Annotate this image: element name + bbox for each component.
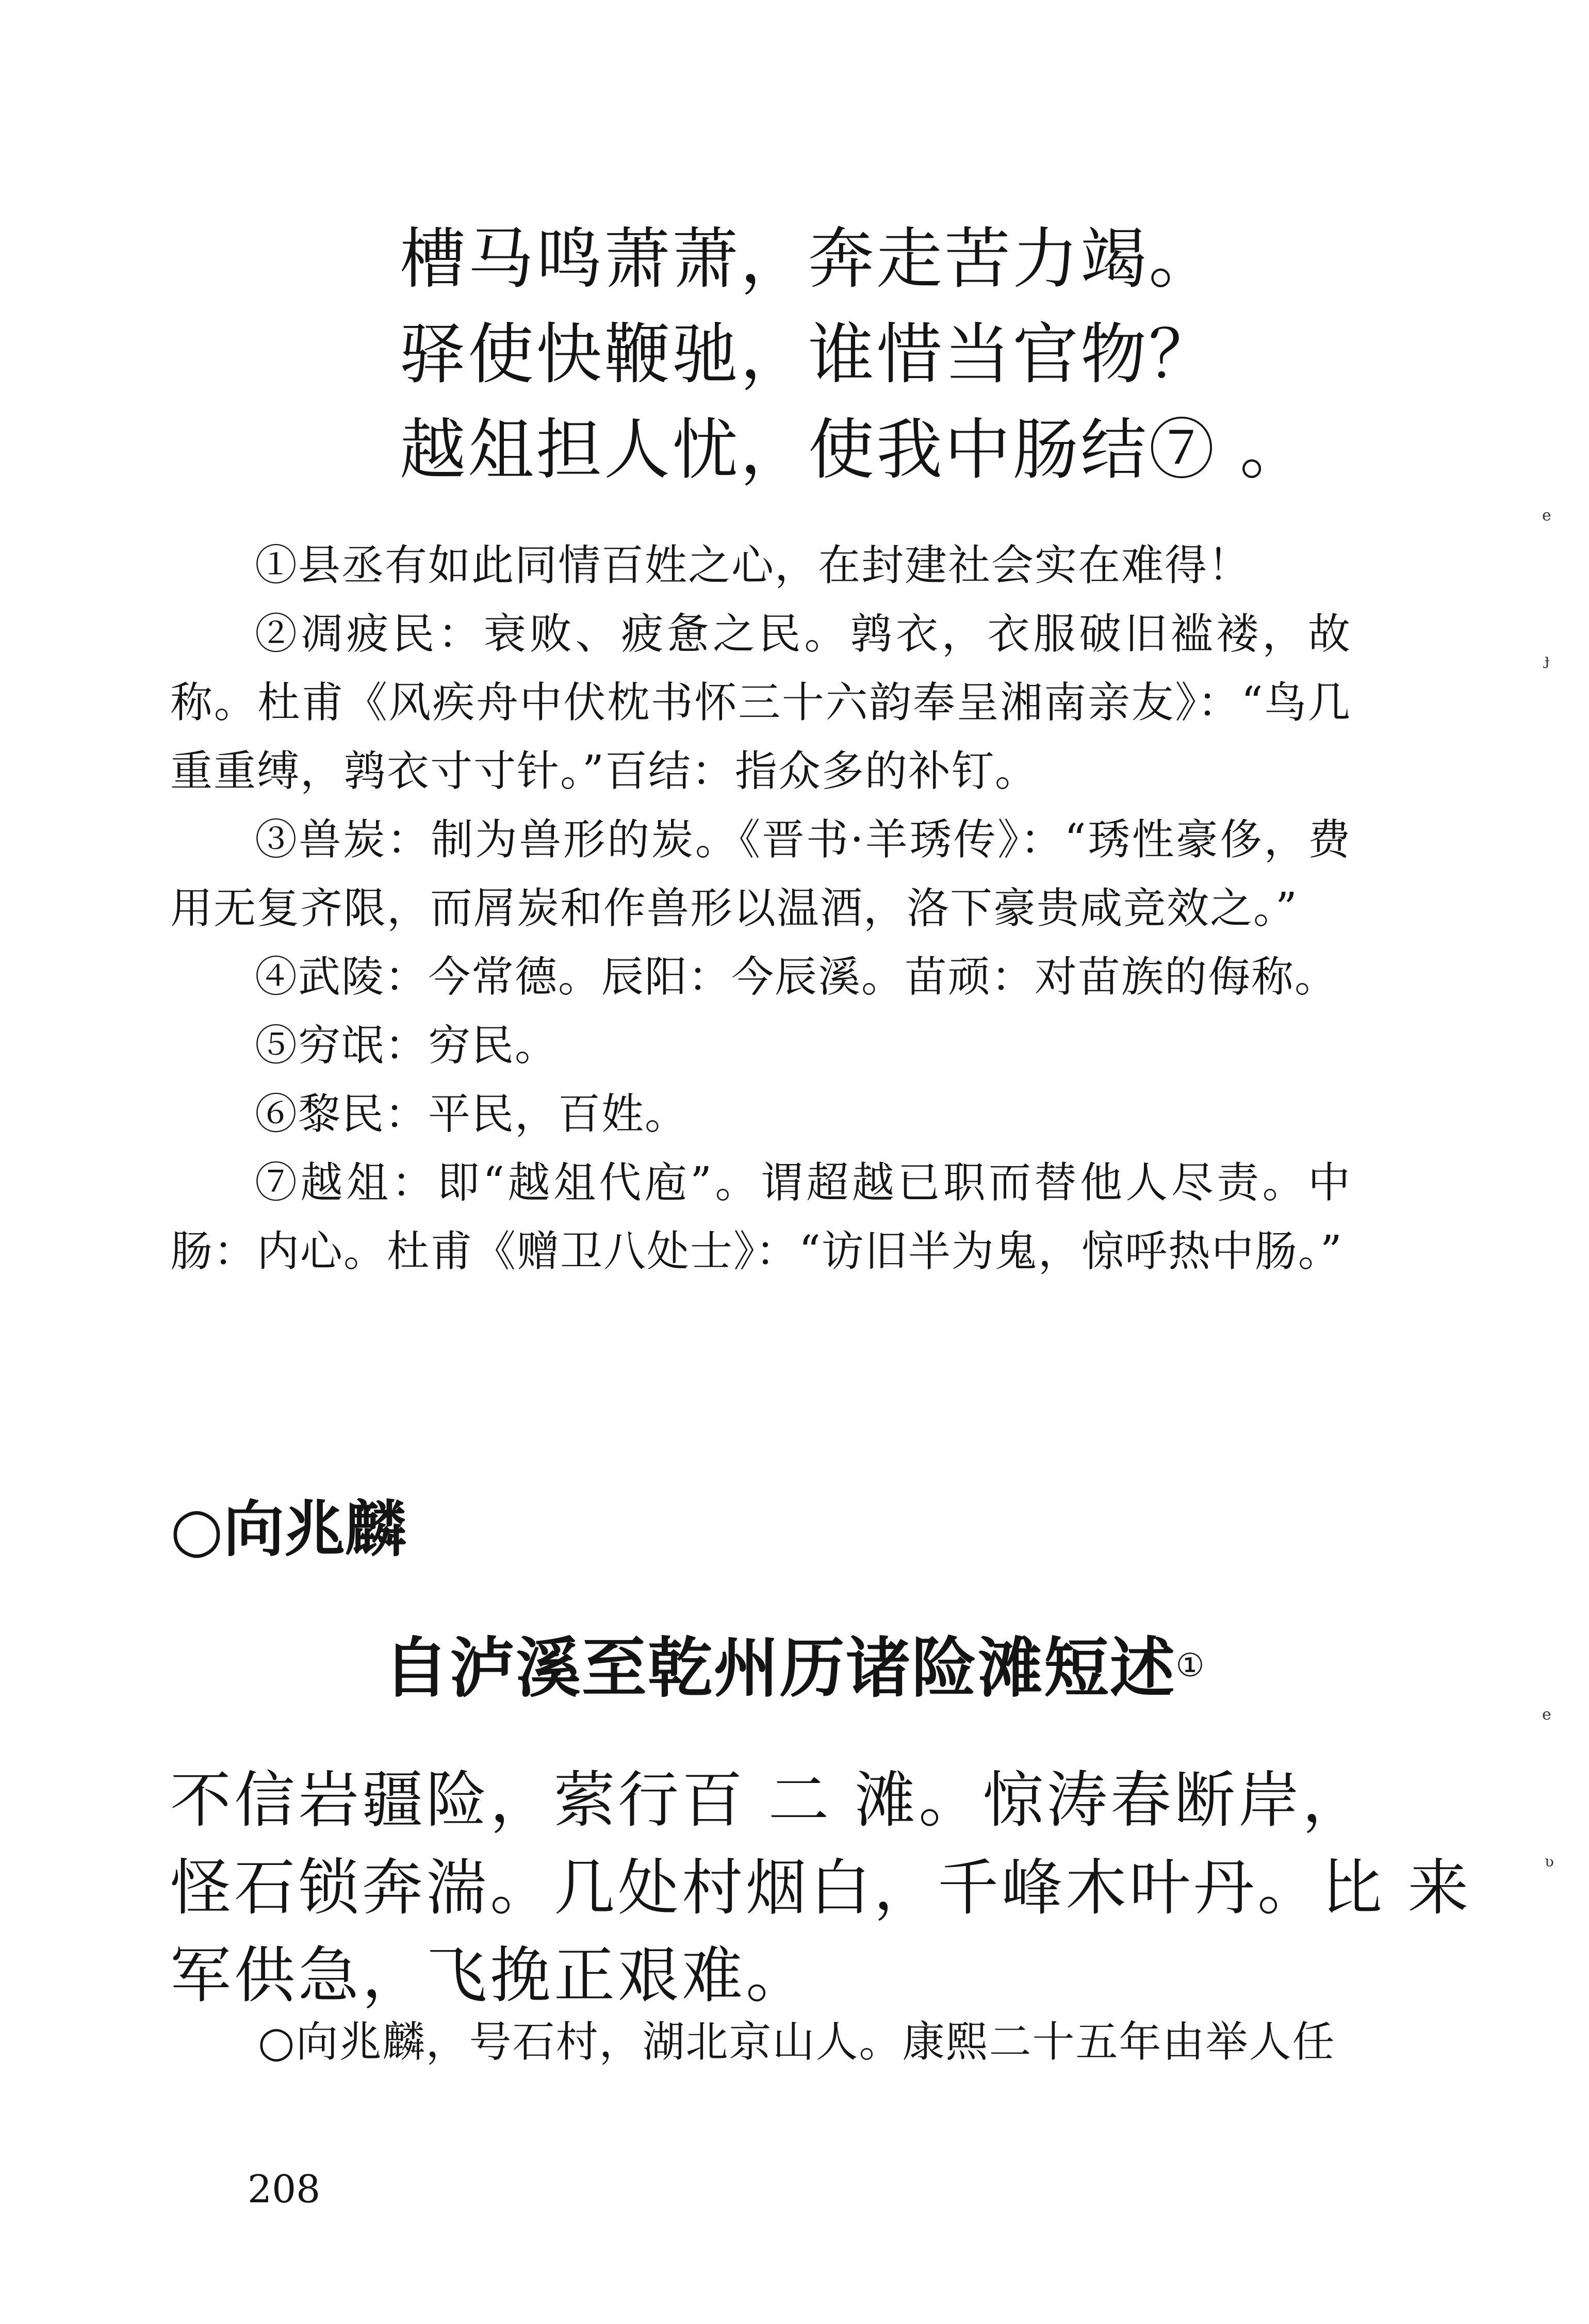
footnote: ⑤穷氓：穷民。: [255, 1021, 559, 1070]
poem-line: 越俎担人忧，使我中肠结⑦ 。: [400, 412, 1308, 488]
footnote: ⑦越俎：即“越俎代庖”。谓超越已职而替他人尽责。中肠：内心。杜甫《赠卫八处士》：“访旧半为鬼，惊呼热中肠。”: [170, 1158, 1351, 1276]
footnote: ④武陵：今常德。辰阳：今辰溪。苗顽：对苗族的侮称。: [255, 953, 1338, 1002]
author-bio: ○向兆麟，号石村，湖北京山人。康熙二十五年由举人任: [258, 2018, 1336, 2067]
footnote: ③兽炭：制为兽形的炭。《晋书·羊琇传》：“琇性豪侈，费用无复齐限，而屑炭和作兽形以温酒，洛下豪贵咸竞效之。”: [170, 815, 1351, 933]
poem-line: 槽马鸣萧萧，奔走苦力竭。: [400, 221, 1217, 298]
footnote: ①县丞有如此同情百姓之心，在封建社会实在难得！: [255, 541, 1252, 590]
poem-body: [170, 1756, 1472, 2019]
margin-mark: ɟ: [1545, 651, 1550, 669]
page-number: 208: [248, 2167, 321, 2212]
margin-mark: e: [1542, 506, 1551, 525]
poem-title: [0, 1627, 1589, 1710]
poem-title-text: 自泸溪至乾州历诸险滩短述: [383, 1630, 1176, 1706]
footnote: ②凋疲民：衰败、疲惫之民。鹑衣，衣服破旧褴褛，故称。杜甫《风疾舟中伏枕书怀三十六韵奉呈湘南亲友》：“鸟几重重缚，鹑衣寸寸针。”百结：指众多的补钉。: [170, 610, 1351, 796]
margin-mark: e: [1542, 1706, 1551, 1724]
poem-continuation: [400, 211, 1328, 498]
poem-line: 不信岩疆险，萦行百 二 滩。惊涛春断岸，: [170, 1764, 1367, 1836]
footnote: ⑥黎民：平民，百姓。: [255, 1090, 689, 1139]
poem-line: 军供急，飞挽正艰难。: [170, 1940, 810, 2011]
footnotes: [170, 531, 1351, 1286]
poem-line: 怪石锁奔湍。几处村烟白，千峰木叶丹。比 来: [170, 1852, 1472, 1923]
author-heading: ○向兆麟: [170, 1494, 406, 1565]
poem-line: 驿使快鞭驰，谁惜当官物？: [400, 316, 1217, 393]
margin-mark: ʋ: [1545, 1853, 1554, 1871]
poem-title-footnote-mark: ①: [1175, 1646, 1206, 1684]
